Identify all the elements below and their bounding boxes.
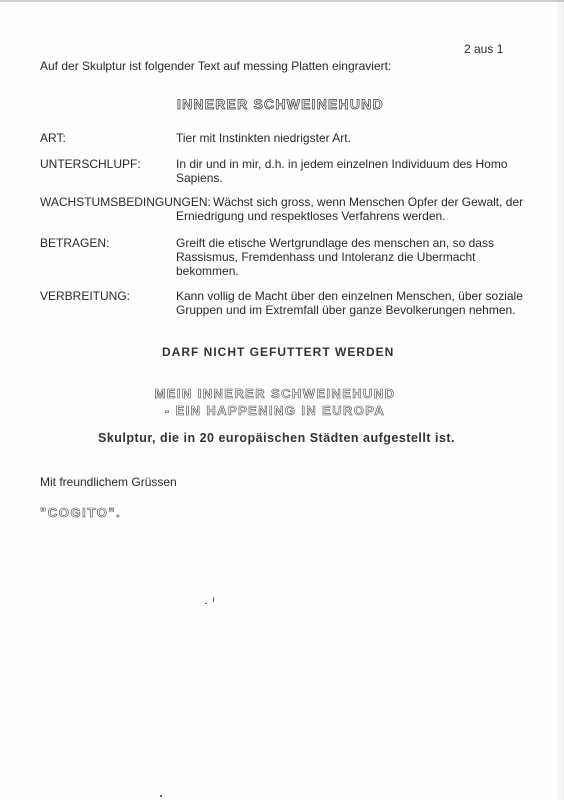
top-edge-rule bbox=[0, 0, 564, 2]
entry-label: BETRAGEN: bbox=[40, 236, 110, 250]
scan-speck bbox=[213, 597, 214, 602]
entry-label: UNTERSCHLUPF: bbox=[40, 157, 141, 171]
entry-text: Wächst sich gross, wenn Menschen Opfer der Gewalt, der Erniedrigung und respektloses Verfahrens werden. bbox=[176, 195, 524, 223]
signature: "COGITO". bbox=[40, 505, 122, 520]
engraving-title: INNERER SCHWEINEHUND bbox=[177, 96, 384, 112]
entry-text: Tier mit Instinkten niedrigster Art. bbox=[176, 131, 351, 145]
entry-text: Greift die etische Wertgrundlage des menschen an, so dass Rassismus, Fremdenhass und Intoleranz die Ubermacht bekommen. bbox=[176, 236, 494, 278]
entry-label: ART: bbox=[40, 131, 66, 145]
happening-line-1: MEIN INNERER SCHWEINEHUND bbox=[154, 386, 396, 401]
entry-text: Kann vollig de Macht über den einzelnen Menschen, über soziale Gruppen und im Extremfall über ganze Bevolkerungen nehmen. bbox=[176, 289, 523, 317]
intro-text: Auf der Skulptur ist folgender Text auf messing Platten eingraviert: bbox=[40, 59, 392, 73]
scan-speck bbox=[205, 603, 207, 604]
happening-line-2: - EIN HAPPENING IN EUROPA bbox=[164, 403, 386, 418]
entry-label: VERBREITUNG: bbox=[40, 289, 131, 303]
entry-label: WACHSTUMSBEDINGUNGEN: bbox=[40, 195, 211, 209]
scan-edge-shadow bbox=[556, 0, 564, 800]
skulptur-caption: Skulptur, die in 20 europäischen Städten aufgestellt ist. bbox=[98, 431, 456, 445]
feed-warning: DARF NICHT GEFUTTERT WERDEN bbox=[162, 345, 395, 359]
page-number: 2 aus 1 bbox=[464, 42, 504, 56]
happening-heading bbox=[140, 385, 410, 419]
greeting: Mit freundlichem Grüssen bbox=[40, 475, 177, 489]
entry-text: In dir und in mir, d.h. in jedem einzelnen Individuum des Homo Sapiens. bbox=[176, 157, 508, 185]
scan-speck bbox=[160, 795, 162, 797]
